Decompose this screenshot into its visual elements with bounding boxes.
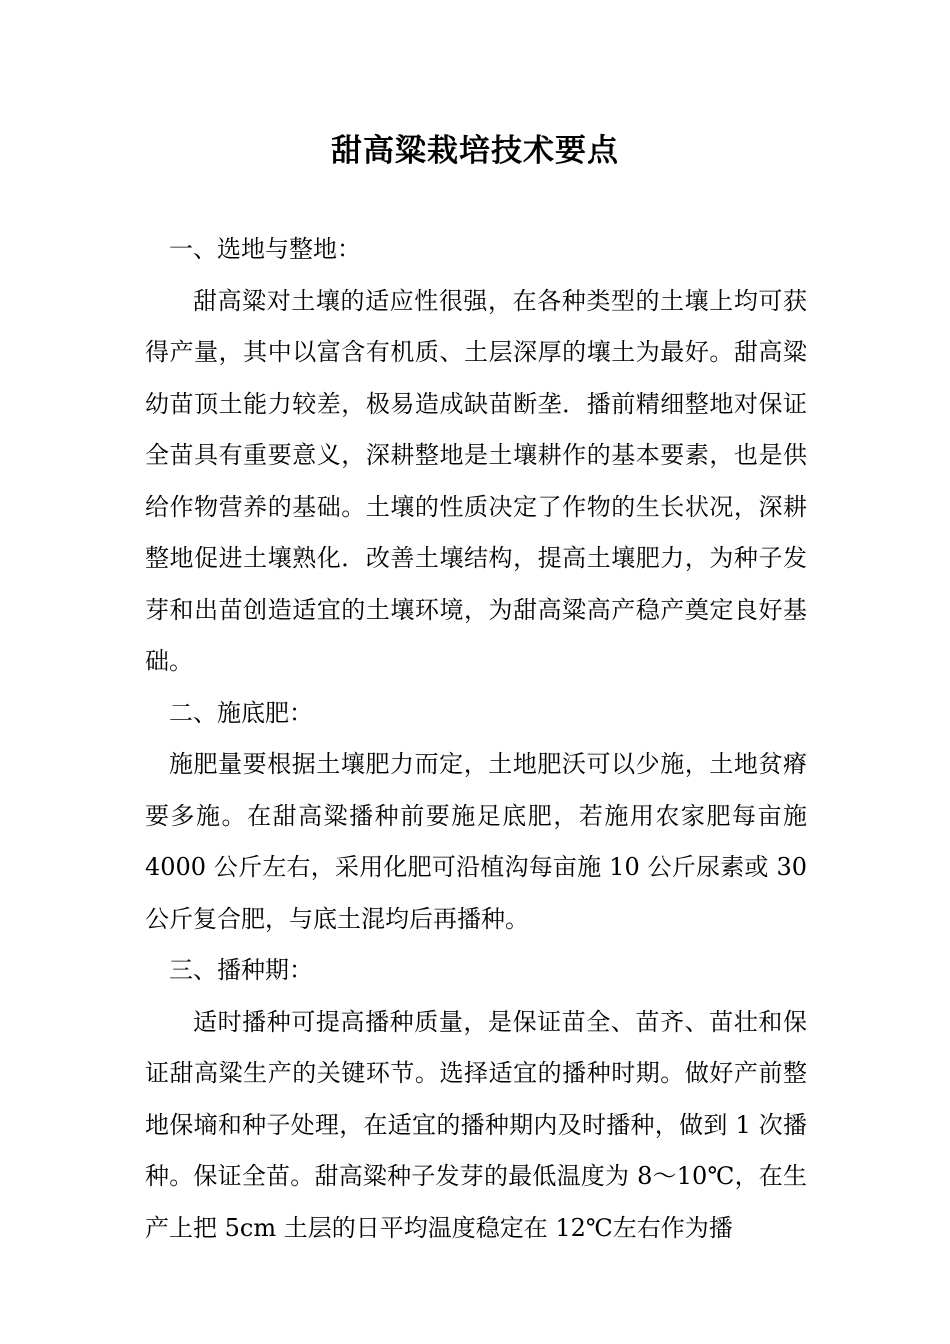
section-heading-site-selection: 一、选地与整地： [169, 235, 361, 263]
document-body [145, 224, 807, 1254]
section-body-base-fertilizer: 施肥量要根据土壤肥力而定，土地肥沃可以少施，土地贫瘠要多施。在甜高粱播种前要施足底肥，若施用农家肥每亩施 4000 公斤左右，采用化肥可沿植沟每亩施 10 公斤尿素或 30 公斤复合肥，与底土混均后再播种。 [145, 750, 807, 933]
section-body-sowing-period: 适时播种可提高播种质量，是保证苗全、苗齐、苗壮和保证甜高粱生产的关键环节。选择适宜的播种时期。做好产前整地保墒和种子处理，在适宜的播种期内及时播种，做到 1 次播种。保证全苗。甜高粱种子发芽的最低温度为 8～10℃，在生产上把 5cm 土层的日平均温度稳定在 12℃左右作为播 [145, 1007, 807, 1242]
document-title: 甜高粱栽培技术要点 [331, 133, 619, 169]
section-body-site-selection: 甜高粱对土壤的适应性很强，在各种类型的土壤上均可获得产量，其中以富含有机质、土层深厚的壤土为最好。甜高粱幼苗顶土能力较差，极易造成缺苗断垄．播前精细整地对保证全苗具有重要意义，深耕整地是土壤耕作的基本要素，也是供给作物营养的基础。土壤的性质决定了作物的生长状况，深耕整地促进土壤熟化．改善土壤结构，提高土壤肥力，为种子发芽和出苗创造适宜的土壤环境，为甜高粱高产稳产奠定良好基础。 [145, 286, 807, 675]
section-heading-base-fertilizer: 二、施底肥： [169, 698, 313, 727]
section-heading-sowing-period: 三、播种期： [169, 956, 313, 984]
